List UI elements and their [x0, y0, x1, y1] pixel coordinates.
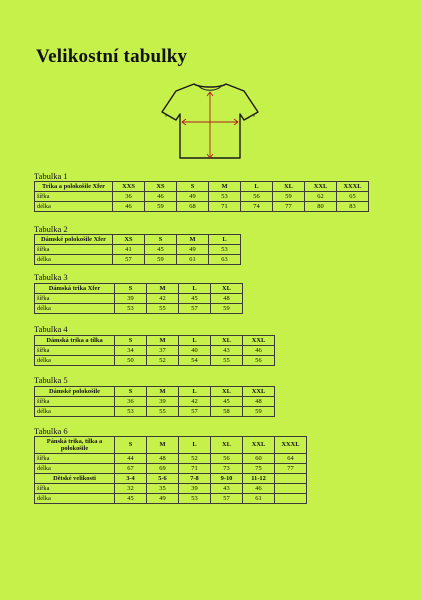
table-cell: L: [179, 437, 211, 454]
table-cell: 32: [115, 484, 147, 494]
table-cell: 56: [243, 356, 275, 366]
row-label: délka: [35, 202, 113, 212]
table-cell: S: [115, 336, 147, 346]
table-cell: 37: [147, 346, 179, 356]
table-cell: M: [147, 336, 179, 346]
size-table: [34, 181, 369, 212]
table-cell: 53: [209, 245, 241, 255]
table-row: [35, 407, 275, 417]
table-cell: XL: [211, 387, 243, 397]
table-cell: [275, 484, 307, 494]
table-cell: XXS: [113, 182, 145, 192]
table-cell: XXL: [243, 336, 275, 346]
table-cell: 71: [209, 202, 241, 212]
table-cell: 45: [211, 397, 243, 407]
page-title: Velikostní tabulky: [36, 46, 188, 67]
table-cell: 77: [275, 464, 307, 474]
table-cell: 45: [115, 494, 147, 504]
size-table: [34, 335, 275, 366]
table-cell: 36: [113, 192, 145, 202]
row-label: délka: [35, 494, 115, 504]
table-cell: XXL: [305, 182, 337, 192]
table-cell: 59: [243, 407, 275, 417]
table-cell: 53: [179, 494, 211, 504]
table-cell: L: [179, 284, 211, 294]
table-cell: M: [147, 284, 179, 294]
table-cell: 61: [177, 255, 209, 265]
table-cell: 7-8: [179, 474, 211, 484]
table-cell: 57: [113, 255, 145, 265]
table-cell: 34: [115, 346, 147, 356]
header-row: [35, 387, 275, 397]
size-table: [34, 386, 275, 417]
table-cell: 75: [243, 464, 275, 474]
table-cell: XXXL: [337, 182, 369, 192]
table-cell: XL: [211, 284, 243, 294]
table-cell: M: [209, 182, 241, 192]
table-cell: S: [115, 387, 147, 397]
table-cell: 49: [177, 245, 209, 255]
row-label: šířka: [35, 192, 113, 202]
table-cell: 54: [179, 356, 211, 366]
table-cell: 56: [211, 454, 243, 464]
table-cell: 69: [147, 464, 179, 474]
table-caption: Tabulka 1: [34, 171, 68, 181]
table-cell: 55: [147, 304, 179, 314]
table-cell: XL: [211, 336, 243, 346]
table-cell: 35: [147, 484, 179, 494]
header-row: [35, 336, 275, 346]
header-row: [35, 182, 369, 192]
table-cell: 73: [211, 464, 243, 474]
table-cell: 39: [115, 294, 147, 304]
table-cell: 50: [115, 356, 147, 366]
table-row: [35, 304, 243, 314]
table-cell: L: [241, 182, 273, 192]
row-label: Dámské polokošile: [35, 387, 115, 397]
table-row: [35, 397, 275, 407]
table-cell: 58: [211, 407, 243, 417]
table-row: [35, 255, 241, 265]
table-cell: 74: [241, 202, 273, 212]
table-cell: XS: [113, 235, 145, 245]
row-label: šířka: [35, 454, 115, 464]
header-row: [35, 284, 243, 294]
size-table: [34, 234, 241, 265]
table-cell: 40: [179, 346, 211, 356]
table-cell: L: [209, 235, 241, 245]
table-cell: 48: [211, 294, 243, 304]
table-cell: 64: [275, 454, 307, 464]
row-label: šířka: [35, 294, 115, 304]
header-row: [35, 474, 307, 484]
table-cell: 48: [147, 454, 179, 464]
table-cell: 36: [115, 397, 147, 407]
header-row: [35, 235, 241, 245]
table-cell: 46: [145, 192, 177, 202]
table-cell: 53: [209, 192, 241, 202]
row-label: délka: [35, 464, 115, 474]
table-cell: 49: [177, 192, 209, 202]
table-cell: 59: [145, 255, 177, 265]
size-table: [34, 436, 307, 504]
table-cell: 46: [113, 202, 145, 212]
table-cell: L: [179, 387, 211, 397]
table-caption: Tabulka 4: [34, 324, 68, 334]
table-cell: 61: [243, 494, 275, 504]
table-cell: 52: [147, 356, 179, 366]
table-caption: Tabulka 3: [34, 272, 68, 282]
row-label: délka: [35, 304, 115, 314]
table-cell: 49: [147, 494, 179, 504]
table-cell: 60: [243, 454, 275, 464]
table-cell: 43: [211, 484, 243, 494]
table-cell: 45: [145, 245, 177, 255]
table-cell: 55: [211, 356, 243, 366]
table-row: [35, 356, 275, 366]
table-cell: 57: [179, 407, 211, 417]
table-row: [35, 484, 307, 494]
row-label: délka: [35, 255, 113, 265]
table-cell: 45: [179, 294, 211, 304]
row-label: šířka: [35, 397, 115, 407]
table-cell: 39: [179, 484, 211, 494]
table-cell: 48: [243, 397, 275, 407]
table-cell: 53: [115, 304, 147, 314]
table-cell: 59: [273, 192, 305, 202]
row-label: Dámské polokošile Xfer: [35, 235, 113, 245]
header-row: [35, 437, 307, 454]
table-cell: 43: [211, 346, 243, 356]
table-row: [35, 464, 307, 474]
table-cell: 62: [305, 192, 337, 202]
table-caption: Tabulka 2: [34, 224, 68, 234]
table-caption: Tabulka 6: [34, 426, 68, 436]
table-cell: S: [145, 235, 177, 245]
table-cell: 52: [179, 454, 211, 464]
table-cell: 9-10: [211, 474, 243, 484]
row-label: Dámská trika Xfer: [35, 284, 115, 294]
table-cell: 68: [177, 202, 209, 212]
table-cell: 55: [147, 407, 179, 417]
table-cell: 46: [243, 346, 275, 356]
size-table: [34, 283, 243, 314]
table-cell: M: [147, 387, 179, 397]
table-cell: 63: [209, 255, 241, 265]
row-label: Pánská trika, tílka a polokošile: [35, 437, 115, 454]
table-caption: Tabulka 5: [34, 375, 68, 385]
table-row: [35, 346, 275, 356]
row-label: délka: [35, 356, 115, 366]
table-cell: 71: [179, 464, 211, 474]
table-cell: XXL: [243, 387, 275, 397]
table-cell: 57: [179, 304, 211, 314]
table-cell: S: [177, 182, 209, 192]
table-cell: 80: [305, 202, 337, 212]
table-cell: 42: [147, 294, 179, 304]
table-cell: 83: [337, 202, 369, 212]
table-row: [35, 245, 241, 255]
table-cell: 57: [211, 494, 243, 504]
table-cell: 59: [211, 304, 243, 314]
table-row: [35, 494, 307, 504]
table-cell: 56: [241, 192, 273, 202]
table-cell: XL: [211, 437, 243, 454]
table-cell: 53: [115, 407, 147, 417]
table-cell: 5-6: [147, 474, 179, 484]
table-row: [35, 454, 307, 464]
table-row: [35, 294, 243, 304]
tshirt-illustration: [160, 78, 260, 162]
table-cell: 39: [147, 397, 179, 407]
table-cell: 42: [179, 397, 211, 407]
table-cell: 44: [115, 454, 147, 464]
row-label: Dámská trika a tílka: [35, 336, 115, 346]
row-label: Dětské velikosti: [35, 474, 115, 484]
table-cell: 59: [145, 202, 177, 212]
table-cell: XXXL: [275, 437, 307, 454]
table-cell: XS: [145, 182, 177, 192]
table-cell: 41: [113, 245, 145, 255]
row-label: šířka: [35, 346, 115, 356]
table-cell: 67: [115, 464, 147, 474]
table-cell: 46: [243, 484, 275, 494]
row-label: délka: [35, 407, 115, 417]
table-row: [35, 192, 369, 202]
table-cell: S: [115, 437, 147, 454]
row-label: šířka: [35, 484, 115, 494]
table-cell: M: [147, 437, 179, 454]
table-cell: 77: [273, 202, 305, 212]
table-cell: 65: [337, 192, 369, 202]
table-cell: XL: [273, 182, 305, 192]
table-cell: [275, 494, 307, 504]
table-cell: L: [179, 336, 211, 346]
table-cell: XXL: [243, 437, 275, 454]
table-cell: M: [177, 235, 209, 245]
table-cell: 3-4: [115, 474, 147, 484]
table-row: [35, 202, 369, 212]
table-cell: 11-12: [243, 474, 275, 484]
table-cell: S: [115, 284, 147, 294]
row-label: Trika a polokošile Xfer: [35, 182, 113, 192]
table-cell: [275, 474, 307, 484]
row-label: šířka: [35, 245, 113, 255]
